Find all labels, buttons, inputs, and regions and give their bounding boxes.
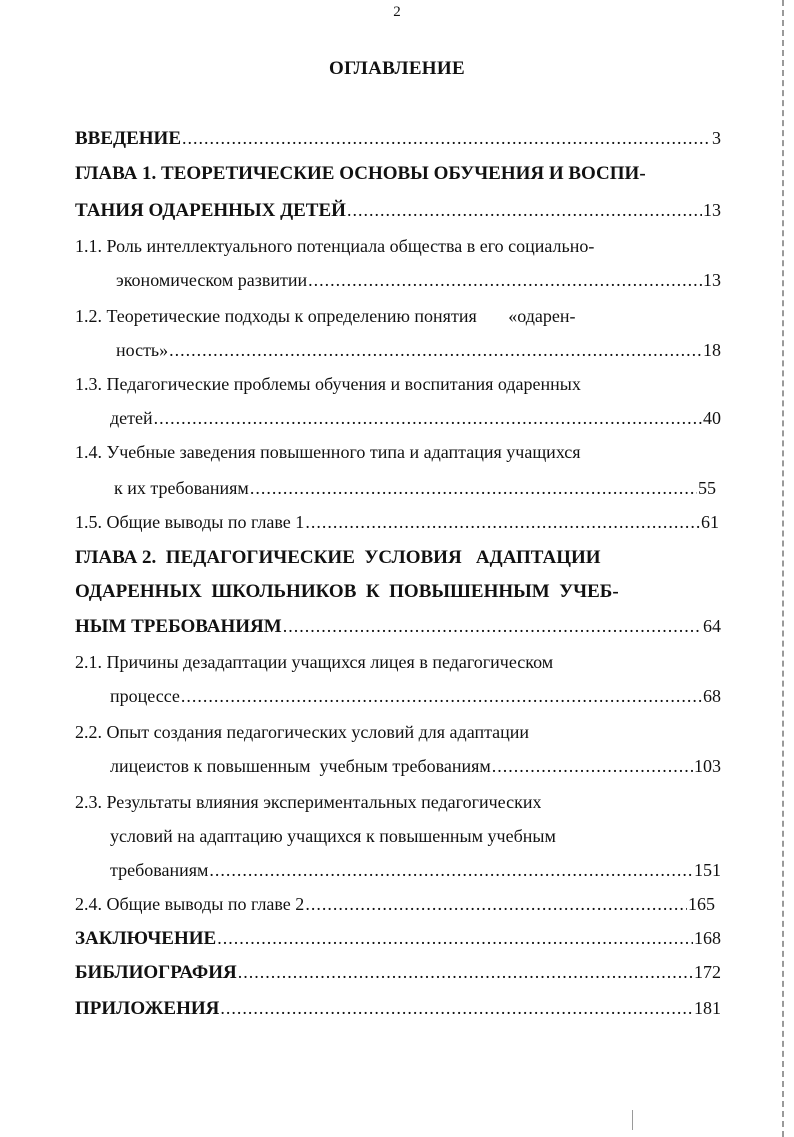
dot-leader	[182, 126, 711, 150]
toc-entry-chapter-2[interactable]	[75, 614, 721, 639]
dot-leader	[250, 476, 697, 500]
toc-page-number: 13	[703, 270, 721, 290]
toc-page-number: 172	[694, 962, 721, 982]
toc-page-number: 40	[703, 408, 721, 428]
scan-artifact	[632, 1110, 633, 1130]
toc-page-number: 18	[703, 340, 721, 360]
toc-page-number: 181	[694, 998, 721, 1018]
toc-entry-label: ТАНИЯ ОДАРЕННЫХ ДЕТЕЙ	[75, 200, 346, 221]
toc-entry-label: процессе	[110, 686, 180, 706]
toc-section-1-2-title[interactable]: 1.2. Теоретические подходы к определению понятия «одарен-	[75, 306, 576, 326]
toc-section-1-3-title[interactable]: 1.3. Педагогические проблемы обучения и воспитания одаренных	[75, 374, 581, 394]
toc-section-2-3-title-line-1[interactable]: 2.3. Результаты влияния экспериментальных педагогических	[75, 792, 542, 812]
toc-entry-label: ЗАКЛЮЧЕНИЕ	[75, 928, 217, 949]
toc-entry-section-1-4[interactable]	[114, 476, 716, 500]
toc-entry-label: ВВЕДЕНИЕ	[75, 128, 181, 149]
dot-leader	[347, 198, 702, 222]
toc-entry-intro[interactable]	[75, 126, 721, 151]
toc-entry-label: НЫМ ТРЕБОВАНИЯМ	[75, 616, 282, 637]
page-number: 2	[393, 4, 401, 20]
toc-entry-section-2-2[interactable]	[110, 754, 721, 778]
toc-entry-label: экономическом развитии	[116, 270, 308, 290]
toc-entry-section-1-5[interactable]	[75, 510, 719, 534]
dot-leader	[209, 858, 693, 882]
toc-page-number: 68	[703, 686, 721, 706]
margin-scan-mark	[782, 0, 786, 1137]
toc-section-2-3-title-line-2[interactable]: условий на адаптацию учащихся к повышенным учебным	[110, 826, 556, 846]
toc-page-number: 168	[694, 928, 721, 948]
toc-entry-section-2-3[interactable]	[110, 858, 721, 882]
toc-section-1-1-title[interactable]: 1.1. Роль интеллектуального потенциала общества в его социально-	[75, 236, 595, 256]
toc-entry-label: 2.4. Общие выводы по главе 2	[75, 894, 305, 914]
toc-entry-appendices[interactable]	[75, 996, 721, 1021]
toc-entry-conclusion[interactable]	[75, 926, 721, 951]
toc-entry-label: ПРИЛОЖЕНИЯ	[75, 998, 220, 1019]
toc-entry-section-1-2[interactable]	[116, 338, 721, 362]
toc-chapter-2-title-line-2[interactable]: ОДАРЕННЫХ ШКОЛЬНИКОВ К ПОВЫШЕННЫМ УЧЕБ-	[75, 581, 619, 602]
toc-entry-label: лицеистов к повышенным учебным требованиям	[110, 756, 491, 776]
dot-leader	[283, 614, 702, 638]
toc-entry-label: требованиям	[110, 860, 209, 880]
toc-entry-section-1-3[interactable]	[110, 406, 721, 430]
toc-chapter-1-title[interactable]: ГЛАВА 1. ТЕОРЕТИЧЕСКИЕ ОСНОВЫ ОБУЧЕНИЯ И ВОСПИ-	[75, 163, 646, 184]
toc-page-number: 55	[698, 478, 716, 498]
dot-leader	[181, 684, 702, 708]
toc-entry-label: 1.5. Общие выводы по главе 1	[75, 512, 305, 532]
dot-leader	[220, 996, 693, 1020]
toc-entry-label: к их требованиям	[114, 478, 249, 498]
toc-page-number: 13	[703, 200, 721, 220]
toc-section-2-2-title[interactable]: 2.2. Опыт создания педагогических условий для адаптации	[75, 722, 530, 742]
toc-page-number: 151	[694, 860, 721, 880]
toc-page-number: 103	[694, 756, 721, 776]
toc-entry-label: ность»	[116, 340, 169, 360]
toc-page-number: 61	[701, 512, 719, 532]
toc-chapter-2-title-line-1[interactable]: ГЛАВА 2. ПЕДАГОГИЧЕСКИЕ УСЛОВИЯ АДАПТАЦИИ	[75, 547, 601, 568]
toc-entry-section-1-1[interactable]	[116, 268, 721, 292]
page-title: ОГЛАВЛЕНИЕ	[329, 58, 465, 79]
toc-page-number: 64	[703, 616, 721, 636]
dot-leader	[238, 960, 693, 984]
toc-page-number: 165	[688, 894, 715, 914]
toc-entry-bibliography[interactable]	[75, 960, 721, 985]
dot-leader	[154, 406, 702, 430]
toc-entry-chapter-1[interactable]	[75, 198, 721, 223]
dot-leader	[492, 754, 693, 778]
toc-entry-label: БИБЛИОГРАФИЯ	[75, 962, 237, 983]
toc-entry-section-2-1[interactable]	[110, 684, 721, 708]
toc-entry-section-2-4[interactable]	[75, 892, 715, 916]
dot-leader	[169, 338, 702, 362]
dot-leader	[305, 510, 700, 534]
toc-section-2-1-title[interactable]: 2.1. Причины дезадаптации учащихся лицея в педагогическом	[75, 652, 554, 672]
dot-leader	[308, 268, 702, 292]
toc-page-number: 3	[712, 128, 721, 148]
toc-entry-label: детей	[110, 408, 153, 428]
dot-leader	[305, 892, 687, 916]
dot-leader	[217, 926, 693, 950]
toc-section-1-4-title[interactable]: 1.4. Учебные заведения повышенного типа и адаптация учащихся	[75, 442, 581, 462]
